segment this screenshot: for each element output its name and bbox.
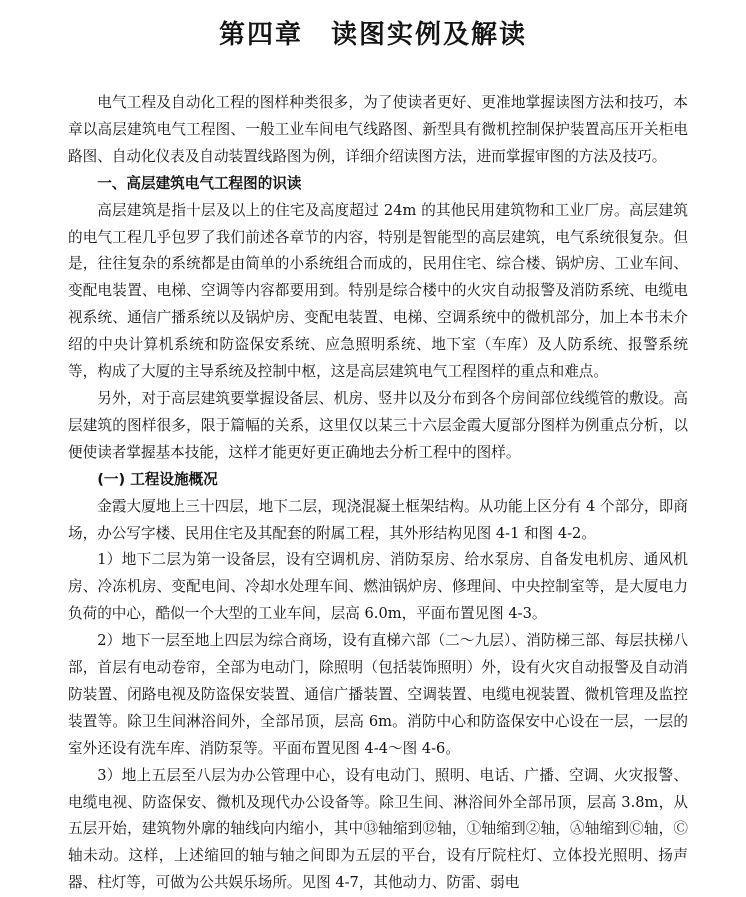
section-heading: 一、高层建筑电气工程图的识读: [97, 174, 302, 192]
subsection-heading: (一) 工程设施概况: [97, 470, 218, 488]
chapter-title: 第四章 读图实例及解读: [218, 20, 527, 50]
paragraph-high-rise-drawings: 另外，对于高层建筑要掌握设备层、机房、竖井以及分布到各个房间部位线缆管的敷设。高层建筑的图样很多，限于篇幅的关系，这里仅以某三十六层金霞大厦部分图样为例重点分析，以便使读者掌握基本技能，这样才能更好更正确地去分析工程中的图样。: [68, 389, 688, 461]
list-item-2: 2）地下一层至地上四层为综合商场，设有直梯六部（二～九层）、消防梯三部、每层扶梯八部，首层有电动卷帘，全部为电动门，除照明（包括装饰照明）外，设有火灾自动报警及自动消防装置、闭路电视及防盗保安装置、通信广播装置、空调装置、电缆电视装置、微机管理及监控装置等。除卫生间淋浴间外，全部吊顶，层高 6m。消防中心和防盗保安中心设在一层，一层的室外还设有洗车库、消防泵等。平面布置见图 4-4～图 4-6。: [68, 632, 688, 757]
list-item-3: 3）地上五层至八层为办公管理中心，设有电动门、照明、电话、广播、空调、火灾报警、电缆电视、防盗保安、微机及现代办公设备等。除卫生间、淋浴间外全部吊顶，层高 3.8m，从五层开始，建筑物外廓的轴线向内缩小，其中⑬轴缩到⑫轴，①轴缩到②轴，Ⓐ轴缩到Ⓒ轴，Ⓒ轴未动。这样，上述缩回的轴与轴之间即为五层的平台，设有厅院柱灯、立体投光照明、扬声器、柱灯等，可做为公共娱乐场所。见图 4-7，其他动力、防雷、弱电: [68, 766, 688, 892]
list-item-1: 1）地下二层为第一设备层，设有空调机房、消防泵房、给水泵房、自备发电机房、通风机房、冷冻机房、变配电间、冷却水处理车间、燃油锅炉房、修理间、中央控制室等，是大厦电力负荷的中心，酷似一个大型的工业车间，层高 6.0m，平面布置见图 4-3。: [68, 551, 688, 623]
paragraph-building-overview: 金霞大厦地上三十四层，地下二层，现浇混凝土框架结构。从功能上区分有 4 个部分，即商场，办公写字楼、民用住宅及其配套的附属工程，其外形结构见图 4-1 和图 4-2。: [68, 497, 688, 542]
intro-paragraph: 电气工程及自动化工程的图样种类很多，为了使读者更好、更准地掌握读图方法和技巧，本章以高层建筑电气工程图、一般工业车间电气线路图、新型具有微机控制保护装置高压开关柜电路图、自动化仪表及自动装置线路图为例，详细介绍读图方法，进而掌握审图的方法及技巧。: [68, 94, 688, 165]
body-text: [68, 90, 688, 897]
paragraph-high-rise-definition: 高层建筑是指十层及以上的住宅及高度超过 24m 的其他民用建筑物和工业厂房。高层建筑的电气工程几乎包罗了我们前述各章节的内容，特别是智能型的高层建筑，电气系统很复杂。但是，往往复杂的系统都是由简单的小系统组合而成的，民用住宅、综合楼、锅炉房、工业车间、变配电装置、电梯、空调等内容都要用到。特别是综合楼中的火灾自动报警及消防系统、电缆电视系统、通信广播系统以及锅炉房、变配电装置、电梯、空调系统中的微机部分，加上本书未介绍的中央计算机系统和防盗保安系统、应急照明系统、地下室（车库）及人防系统、报警系统等，构成了大厦的主导系统及控制中枢，这是高层建筑电气工程图样的重点和难点。: [68, 201, 688, 381]
